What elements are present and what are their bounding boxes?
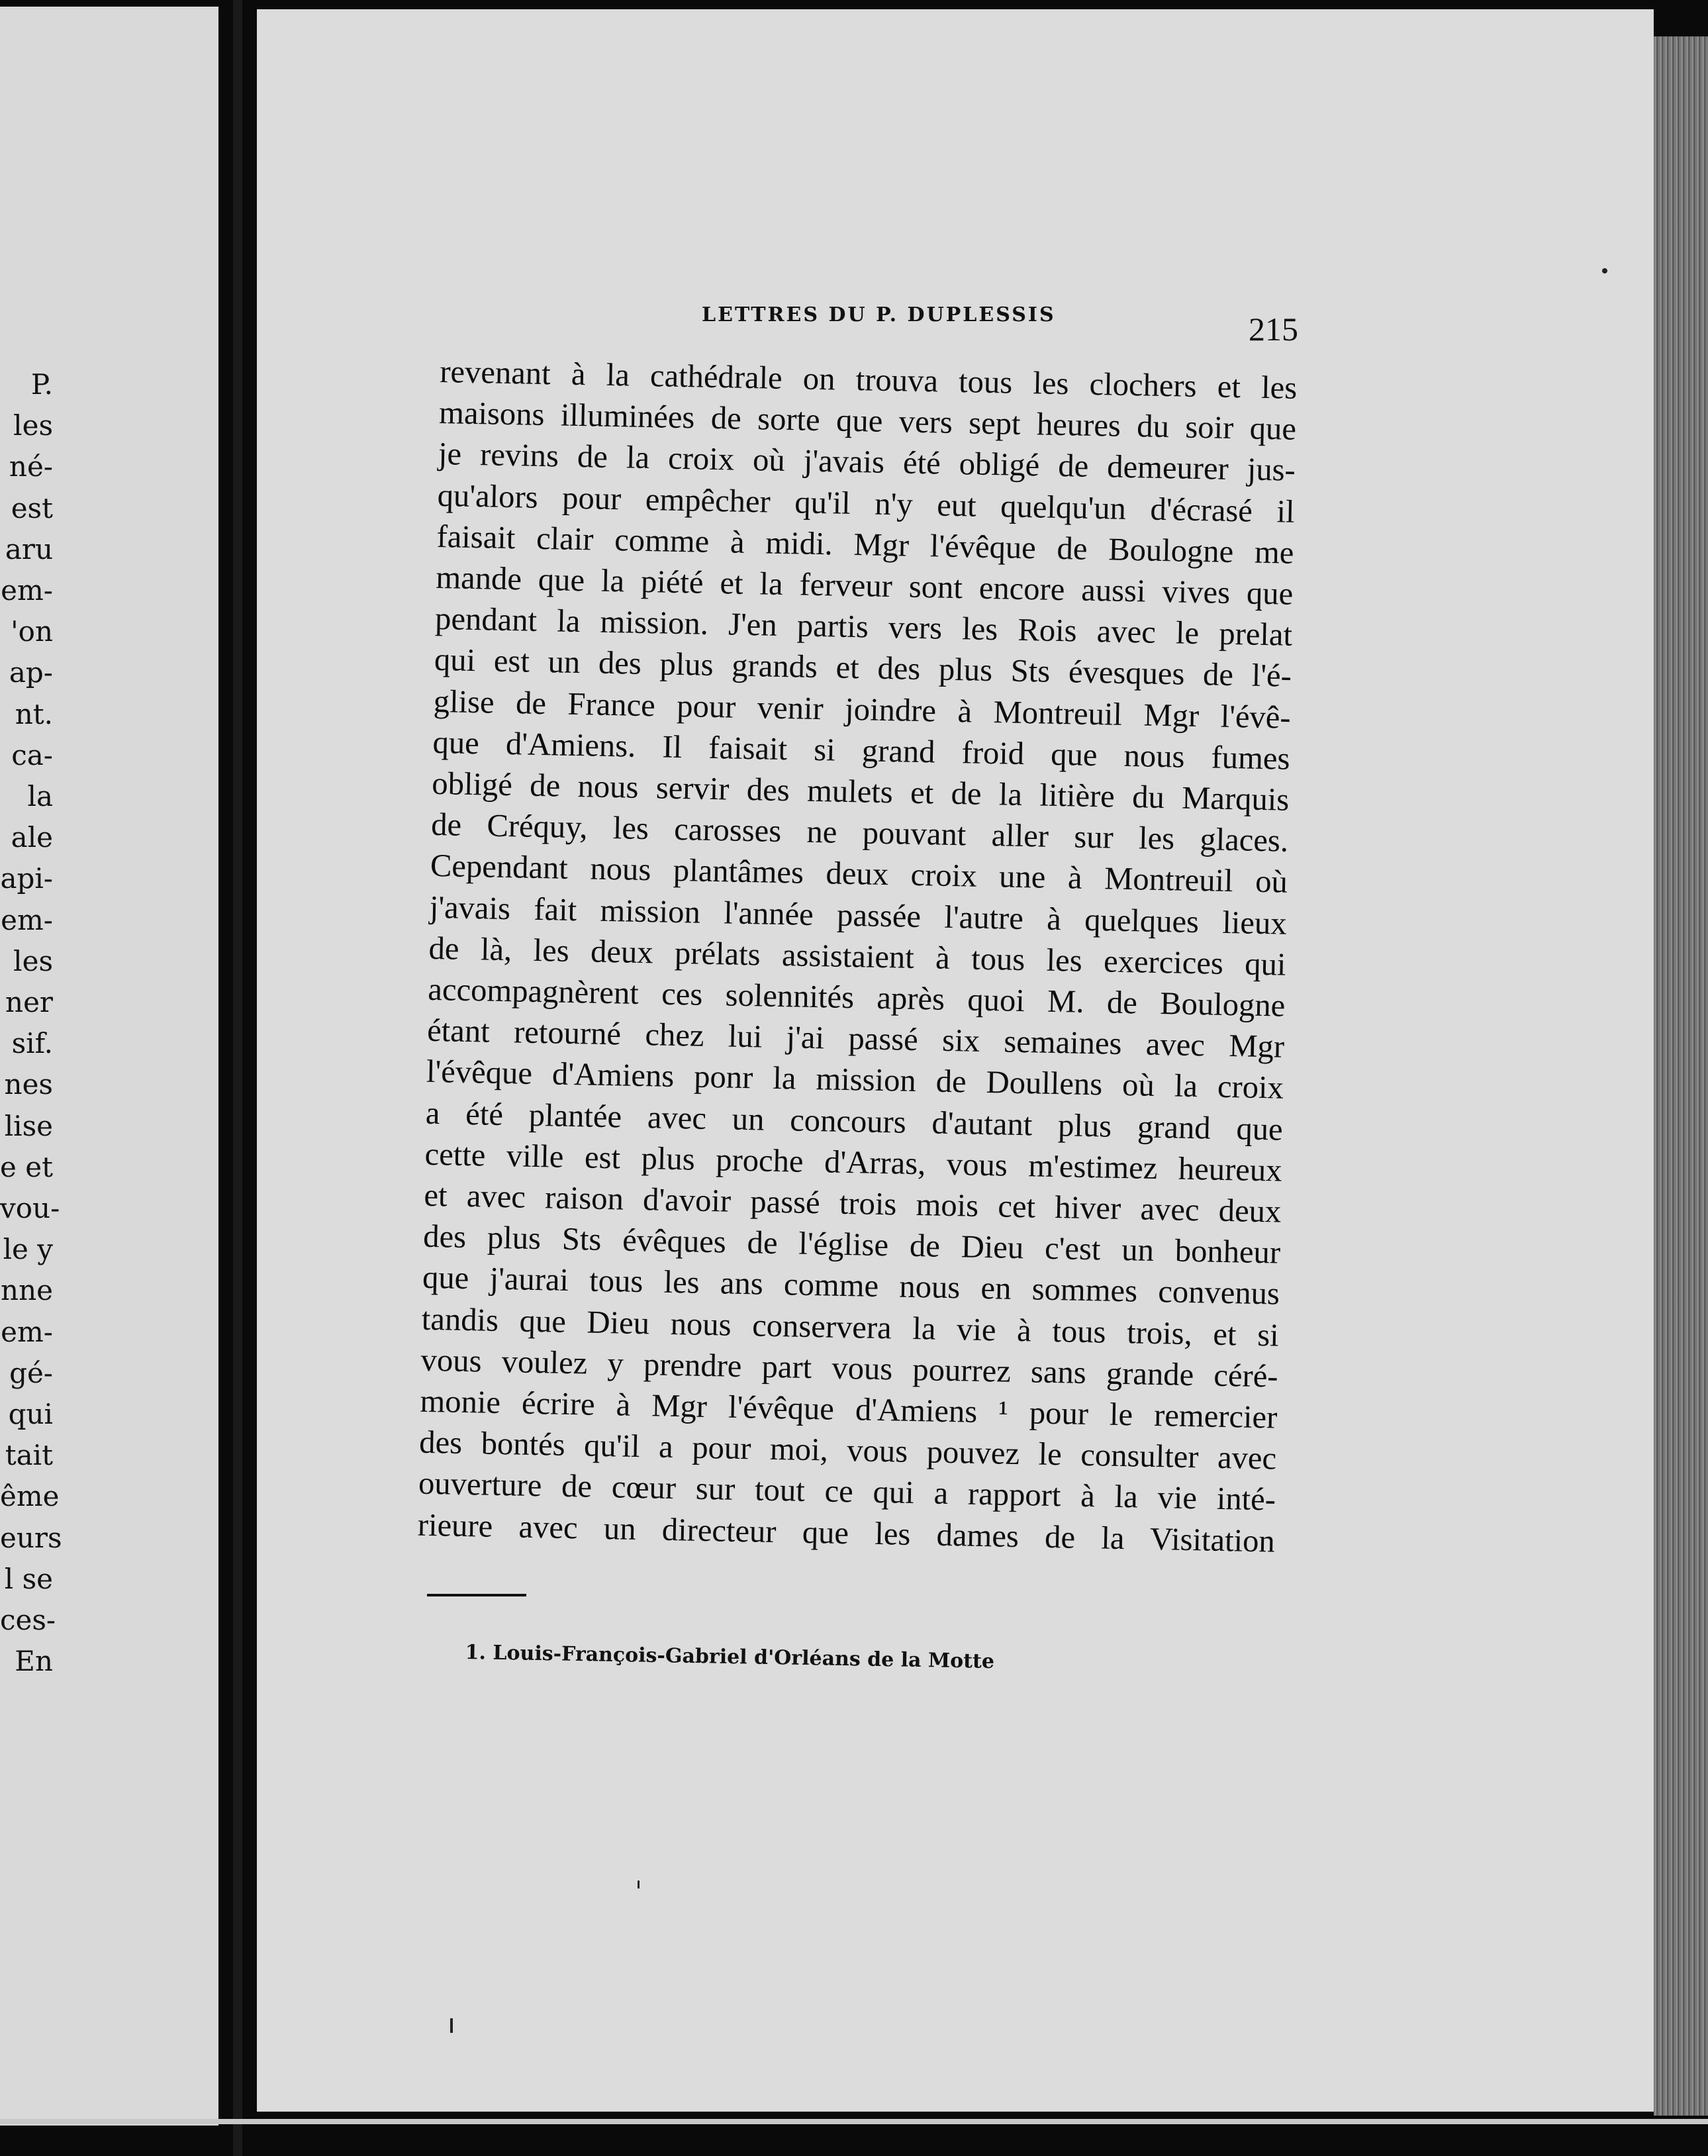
body-line: des bontés qu'il a pour moi, vous pouvez le consulter avec	[418, 1424, 1277, 1477]
left-page-fragment: P.	[30, 368, 53, 401]
left-page-fragment: ap-	[9, 656, 53, 689]
left-page-fragment: em-	[1, 903, 53, 936]
body-line: Cependant nous plantâmes deux croix une à Montreuil où	[430, 848, 1288, 901]
left-page-fragment: em-	[1, 1315, 53, 1348]
body-line: que j'aurai tous les ans comme nous en sommes convenus	[422, 1259, 1280, 1312]
left-page-fragment: em-	[1, 574, 53, 607]
page-number: 215	[1249, 311, 1298, 348]
bottom-edge-line	[0, 2119, 1708, 2124]
body-line: étant retourné chez lui j'ai passé six semaines avec Mgr	[426, 1012, 1285, 1065]
left-page-fragment: né-	[9, 450, 53, 483]
body-text	[417, 351, 1297, 1561]
left-page-fragment: tait	[5, 1439, 53, 1472]
left-facing-page	[0, 7, 218, 2126]
body-line: l'évêque d'Amiens ponr la mission de Doullens où la croix	[426, 1054, 1284, 1106]
body-line: monie écrire à Mgr l'évêque d'Amiens ¹ pour le remercier	[420, 1383, 1278, 1436]
left-page-fragment: l se	[4, 1562, 53, 1595]
left-page-fragment: vou-	[0, 1192, 60, 1225]
left-page-fragment: qui	[8, 1398, 53, 1431]
left-page-fragment: la	[27, 780, 53, 813]
body-line: accompagnèrent ces solennités après quoi M. de Boulogne	[427, 971, 1286, 1024]
left-page-fragment: gé-	[9, 1356, 53, 1389]
footnote: 1. Louis-François-Gabriel d'Orléans de la Motte	[465, 1641, 995, 1673]
left-page-text-fragments	[0, 364, 62, 1683]
body-line: je revins de la croix où j'avais été obligé de demeurer jus-	[438, 436, 1296, 489]
body-line: tandis que Dieu nous conservera la vie à tous trois, et si	[421, 1300, 1280, 1353]
body-line: maisons illuminées de sorte que vers sept heures du soir que	[438, 395, 1297, 448]
body-line: cette ville est plus proche d'Arras, vous m'estimez heureux	[424, 1136, 1282, 1189]
body-line: glise de France pour venir joindre à Montreuil Mgr l'évê-	[433, 683, 1292, 736]
body-line: faisait clair comme à midi. Mgr l'évêque de Boulogne me	[436, 518, 1294, 571]
left-page-fragment: lise	[4, 1109, 53, 1142]
body-line: des plus Sts évêques de l'église de Dieu c'est un bonheur	[422, 1218, 1281, 1271]
body-line: rieure avec un directeur que les dames de la Visitation	[417, 1506, 1276, 1559]
body-line: de là, les deux prélats assistaient à tous les exercices qui	[428, 930, 1286, 983]
left-page-fragment: nes	[4, 1068, 53, 1101]
left-page-fragment: ême	[0, 1480, 60, 1513]
stacked-page-edges	[1654, 36, 1708, 2116]
body-line: obligé de nous servir des mulets et de la litière du Marquis	[431, 765, 1290, 818]
left-page-fragment: les	[13, 944, 53, 977]
body-line: qui est un des plus grands et des plus Sts évesques de l'é-	[434, 642, 1292, 695]
scan-speck	[638, 1881, 640, 1888]
left-page-fragment: ale	[11, 821, 53, 854]
left-page-fragment: les	[13, 409, 53, 442]
left-page-fragment: est	[11, 491, 53, 524]
left-page-fragment: En	[15, 1645, 53, 1678]
scan-speck	[450, 2018, 453, 2033]
book-gutter	[233, 0, 242, 2156]
left-page-fragment: api-	[0, 862, 53, 895]
left-page-fragment: eurs	[0, 1521, 62, 1554]
left-page-fragment: nne	[1, 1274, 53, 1307]
left-page-fragment: nt.	[15, 697, 53, 730]
left-page-fragment: aru	[5, 532, 53, 565]
body-line: j'avais fait mission l'année passée l'autre à quelques lieux	[429, 889, 1288, 942]
body-line: de Créquy, les carosses ne pouvant aller sur les glaces.	[430, 807, 1289, 859]
body-line: que d'Amiens. Il faisait si grand froid que nous fumes	[432, 724, 1290, 777]
body-line: revenant à la cathédrale on trouva tous les clochers et les	[439, 353, 1298, 406]
left-page-fragment: sif.	[11, 1027, 53, 1060]
body-line: a été plantée avec un concours d'autant plus grand que	[425, 1095, 1284, 1148]
left-page-fragment: ca-	[11, 738, 53, 771]
left-page-fragment: le y	[3, 1233, 53, 1266]
body-line: et avec raison d'avoir passé trois mois cet hiver avec deux	[424, 1177, 1282, 1230]
running-head: LETTRES DU P. DUPLESSIS	[702, 303, 1056, 326]
body-line: vous voulez y prendre part vous pourrez sans grande céré-	[420, 1342, 1279, 1395]
body-line: mande que la piété et la ferveur sont encore aussi vives que	[435, 559, 1294, 612]
body-line: ouverture de cœur sur tout ce qui a rapport à la vie inté-	[418, 1465, 1276, 1518]
body-line: pendant la mission. J'en partis vers les Rois avec le prelat	[434, 601, 1293, 653]
left-page-fragment: 'on	[11, 615, 53, 648]
left-page-fragment: e et	[0, 1150, 53, 1183]
left-page-fragment: ner	[5, 986, 53, 1019]
scan-speck	[1602, 268, 1607, 273]
left-page-fragment: ces-	[0, 1604, 56, 1637]
footnote-rule	[427, 1594, 526, 1596]
body-line: qu'alors pour empêcher qu'il n'y eut quelqu'un d'écrasé il	[437, 477, 1296, 530]
